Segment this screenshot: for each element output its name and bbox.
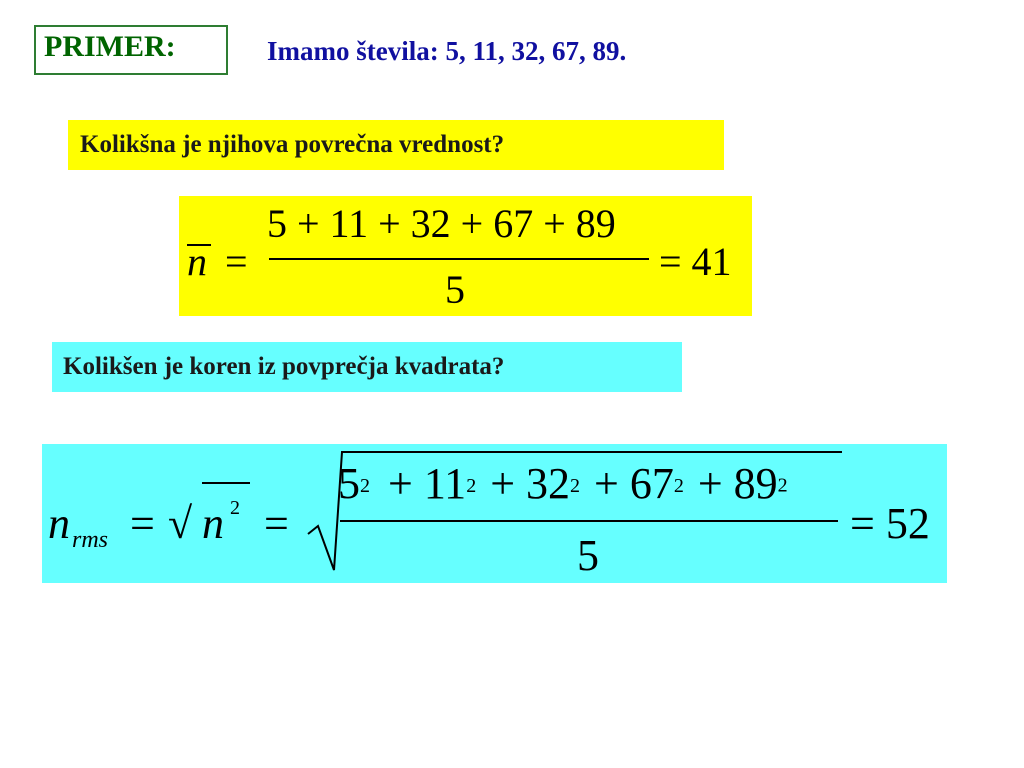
small-root-exponent: 2 (230, 497, 240, 519)
mean-result: = 41 (659, 239, 732, 284)
rms-numerator (338, 459, 788, 508)
term-3-exponent: 2 (570, 474, 581, 497)
rms-variable: n (48, 499, 70, 548)
rms-result: = 52 (850, 499, 930, 548)
term-5-exponent: 2 (777, 474, 788, 497)
small-root-overbar (202, 482, 250, 484)
term-5-base: + 89 (697, 459, 778, 508)
term-4-base: + 67 (594, 459, 674, 508)
rms-fraction-bar (340, 520, 838, 522)
question-rms-text: Kolikšen je koren iz povprečja kvadrata? (63, 353, 505, 380)
primer-label: PRIMER: (44, 30, 176, 63)
formula-rms-box (42, 444, 947, 583)
mean-fraction-bar (269, 258, 649, 260)
small-root-variable: n (202, 499, 224, 548)
term-1-exponent: 2 (360, 474, 370, 497)
mean-numerator: 5 + 11 + 32 + 67 + 89 (267, 201, 616, 246)
intro-numbers-text: Imamo števila: 5, 11, 32, 67, 89. (267, 36, 627, 66)
term-2-exponent: 2 (466, 474, 477, 497)
term-1-base: 5 (338, 459, 360, 508)
formula-mean-box (179, 196, 752, 316)
mean-equals: = (225, 239, 248, 284)
term-2-base: + 11 (388, 459, 467, 508)
rms-equals-2: = (264, 499, 289, 548)
mean-variable: n (187, 239, 207, 284)
rms-denominator: 5 (577, 531, 599, 580)
small-root-symbol: √ (168, 499, 193, 548)
mean-denominator: 5 (445, 267, 465, 312)
rms-subscript: rms (72, 527, 109, 553)
term-3-base: + 32 (490, 459, 571, 508)
term-4-exponent: 2 (673, 474, 684, 497)
rms-equals-1: = (130, 499, 155, 548)
question-mean-text: Kolikšna je njihova povrečna vrednost? (80, 131, 505, 158)
